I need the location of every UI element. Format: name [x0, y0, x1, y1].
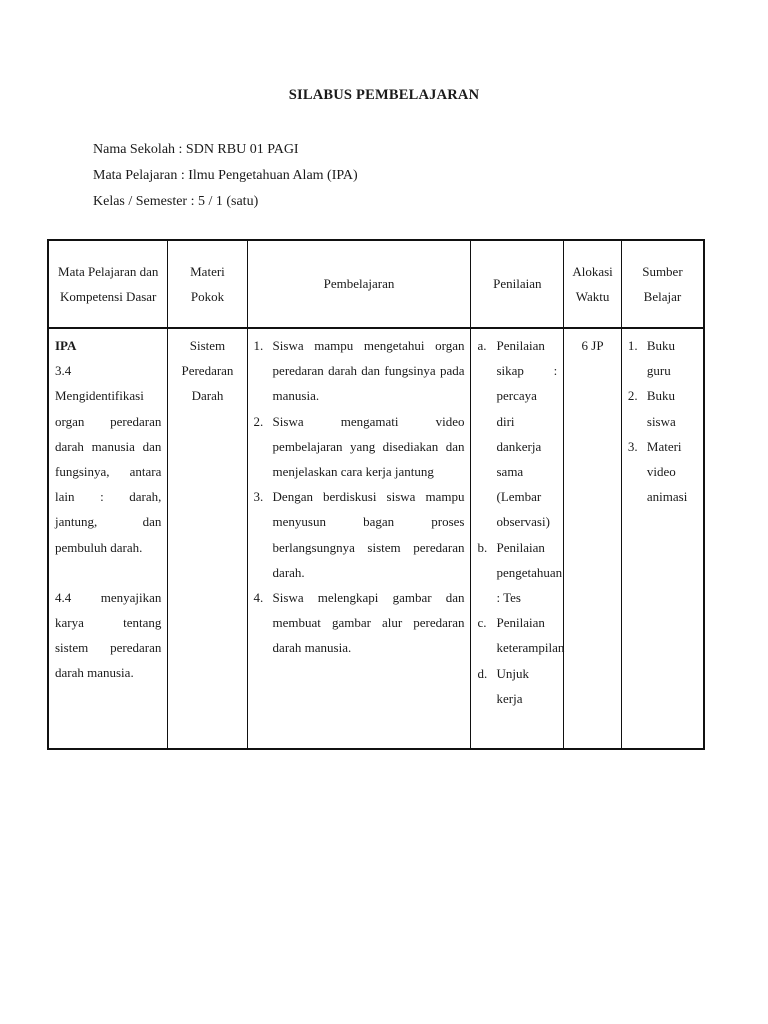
list-item [254, 333, 465, 409]
list-item [477, 535, 563, 611]
kd1-text: Mengidentifikasi organ peredaran darah manusia dan fungsinya, antara lain : darah, jantung, dan pembuluh darah. [55, 388, 162, 555]
alokasi-cell: 6 JP [564, 328, 622, 749]
materi-cell: Sistem Peredaran Darah [168, 328, 247, 749]
list-text: Materi video animasi [646, 438, 688, 505]
header-pembelajaran: Pembelajaran [247, 240, 471, 328]
header-materi: Materi Pokok [168, 240, 247, 328]
list-marker: 2. [627, 388, 638, 404]
pembelajaran-cell [247, 328, 471, 749]
list-text: Penilaian pengetahuan : Tes [496, 539, 563, 606]
list-text: Unjuk kerja [496, 665, 529, 706]
list-text: Siswa mengamati video pembelajaran yang disediakan dan menjelaskan cara kerja jantung [272, 413, 465, 480]
table-row [48, 328, 704, 749]
header-kompetensi: Mata Pelajaran dan Kompetensi Dasar [48, 240, 168, 328]
list-item [477, 333, 557, 535]
table-header-row [48, 240, 704, 328]
kd1-number: 3.4 [55, 363, 72, 379]
penilaian-list [477, 333, 565, 711]
list-item [254, 585, 465, 661]
list-text: Buku siswa [646, 388, 676, 429]
kd2-text: 4.4 menyajikan karya tentang sistem peredaran darah manusia. [55, 589, 162, 681]
list-marker: b. [477, 539, 488, 555]
list-text: Siswa mampu mengetahui organ peredaran darah dan fungsinya pada manusia. [272, 338, 465, 404]
class-semester: Kelas / Semester : 5 / 1 (satu) [93, 194, 259, 209]
sumber-list [628, 333, 697, 509]
list-item [477, 610, 565, 660]
list-item [254, 484, 465, 585]
list-text: Siswa melengkapi gambar dan membuat gambar alur peredaran darah manusia. [272, 590, 465, 656]
identity-block [93, 137, 358, 215]
list-marker: 3. [253, 489, 264, 505]
school-name: Nama Sekolah : SDN RBU 01 PAGI [93, 142, 299, 157]
list-item [628, 333, 697, 383]
list-text: Dengan berdiskusi siswa mampu menyusun bagan proses berlangsungnya sistem peredaran darah. [272, 489, 465, 580]
list-marker: d. [477, 665, 488, 681]
list-marker: 2. [253, 413, 264, 429]
pembelajaran-list [254, 333, 465, 661]
spacer [55, 560, 161, 585]
kompetensi-cell [48, 328, 168, 749]
penilaian-cell [471, 328, 564, 749]
list-text: Buku guru [646, 338, 676, 379]
subject-label: IPA [55, 338, 77, 353]
list-marker: 1. [627, 338, 638, 353]
list-item [628, 383, 697, 433]
list-marker: 3. [627, 438, 638, 454]
list-marker: 4. [253, 590, 264, 606]
list-marker: c. [477, 615, 487, 631]
list-item [254, 409, 465, 485]
list-text: Penilaian sikap : percaya diri dankerja sama (Lembar observasi) [496, 338, 558, 530]
syllabus-table [47, 239, 705, 750]
list-item [477, 661, 557, 711]
header-sumber: Sumber Belajar [621, 240, 704, 328]
list-marker: 1. [253, 338, 264, 353]
document-title: SILABUS PEMBELAJARAN [288, 87, 480, 103]
subject-name: Mata Pelajaran : Ilmu Pengetahuan Alam (IPA) [93, 168, 358, 183]
list-text: Penilaian keterampilan [496, 615, 565, 656]
list-item [628, 434, 697, 510]
list-marker: a. [477, 338, 487, 353]
sumber-cell [621, 328, 704, 749]
header-alokasi: Alokasi Waktu [564, 240, 622, 328]
header-penilaian: Penilaian [471, 240, 564, 328]
